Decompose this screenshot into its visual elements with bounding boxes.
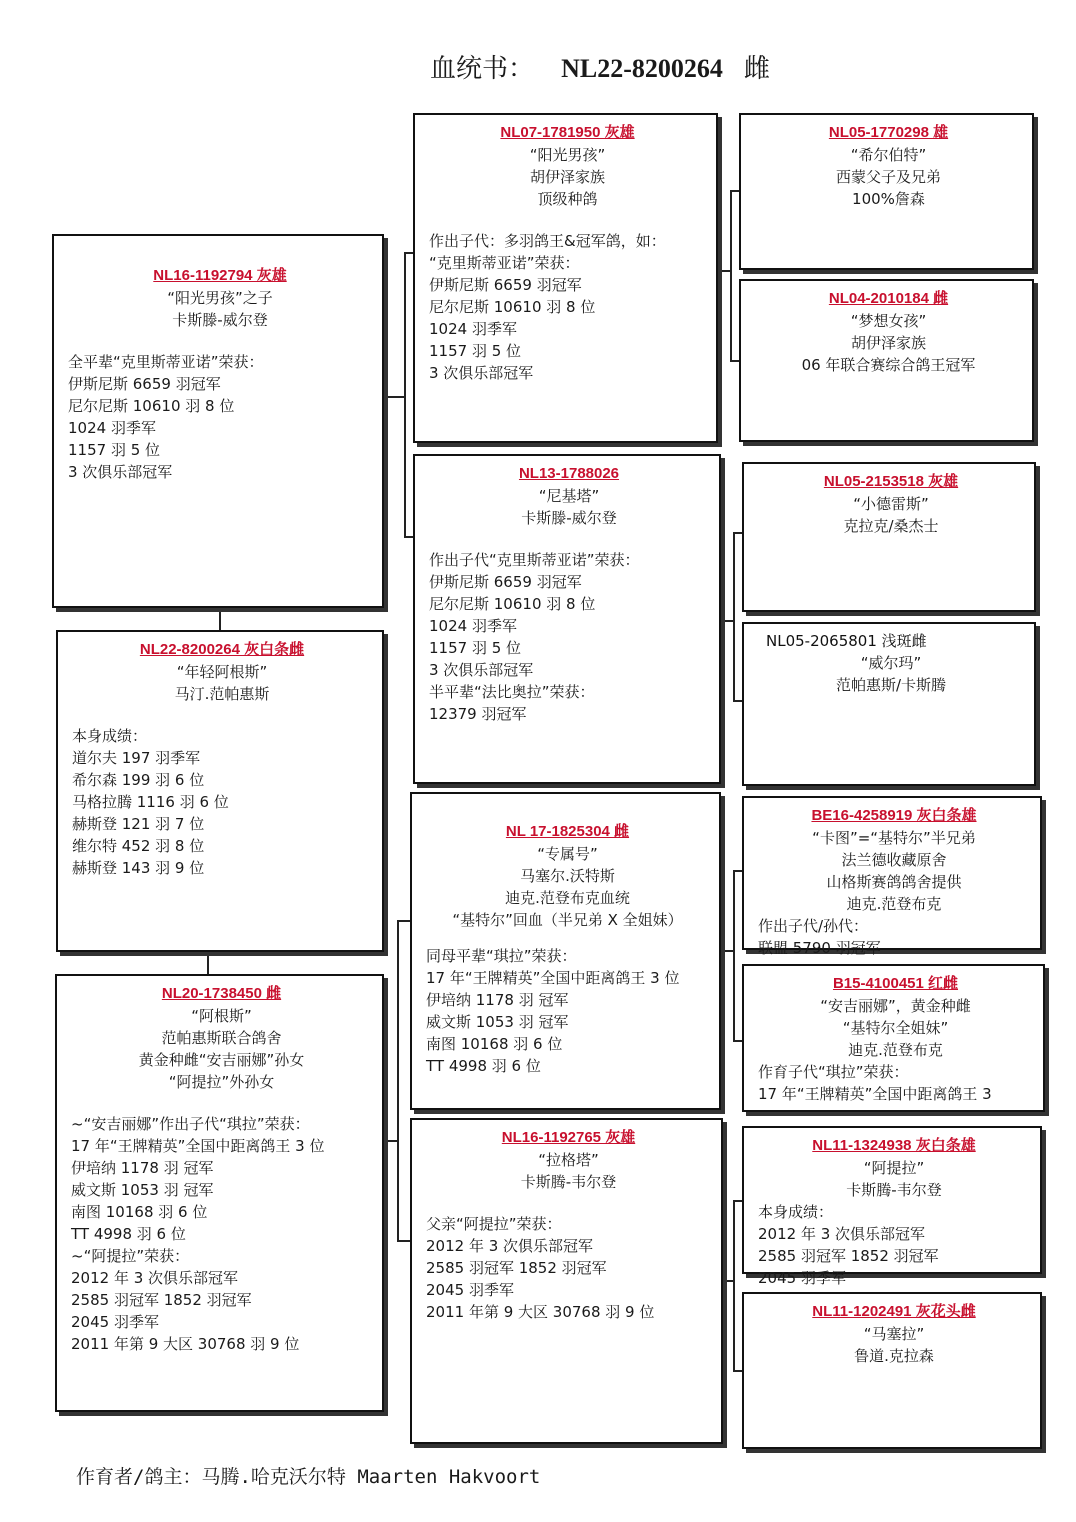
achievement-line: 本身成绩： — [758, 1203, 834, 1221]
connector — [733, 1370, 742, 1372]
pigeon-info-line: “小德雷斯” — [853, 495, 929, 513]
title-ring: NL22-8200264 — [561, 54, 723, 83]
achievement-line: 2011 年第 9 大区 30768 羽 9 位 — [426, 1303, 655, 1321]
achievement-line: 马格拉腾 1116 羽 6 位 — [72, 793, 229, 811]
ring-number — [758, 1300, 1030, 1323]
connector — [730, 190, 739, 192]
connector — [397, 920, 399, 1240]
pedigree-box-sds — [742, 462, 1036, 612]
ring-label: BE16-4258919 灰白条雄 — [811, 807, 977, 824]
achievement-line: 尼尔尼斯 10610 羽 8 位 — [429, 298, 596, 316]
achievement-line: 作出子代“克里斯蒂亚诺”荣获： — [429, 551, 640, 569]
pedigree-box-dds — [742, 1126, 1042, 1287]
title-sex: 雌 — [743, 54, 770, 84]
achievement-line: 2012 年 3 次俱乐部冠军 — [71, 1269, 239, 1287]
ring-number — [71, 982, 372, 1005]
achievement-line: “克里斯蒂亚诺”荣获： — [429, 254, 580, 272]
achievement-line: 1024 羽季军 — [68, 419, 156, 437]
achievement-line: 道尔夫 197 羽季军 — [72, 749, 201, 767]
achievement-line: 维尔特 452 羽 8 位 — [72, 837, 205, 855]
pigeon-info-line: “梦想女孩” — [850, 312, 927, 330]
achievement-line: TT 4998 羽 6 位 — [71, 1225, 186, 1243]
achievement-line: 伊斯尼斯 6659 羽冠军 — [68, 375, 221, 393]
connector — [384, 396, 404, 398]
pedigree-box-sd — [413, 454, 721, 784]
pedigree-box-ds — [410, 792, 721, 1110]
connector — [384, 1140, 397, 1142]
connector — [219, 607, 221, 631]
pigeon-info-line: 范帕惠斯联合鸽舍 — [161, 1029, 282, 1047]
ring-label: NL20-1738450 雌 — [161, 985, 282, 1002]
achievement-line: 2045 羽季军 — [426, 1281, 514, 1299]
pigeon-info-line: “拉格塔” — [538, 1151, 599, 1169]
connector — [397, 1240, 411, 1242]
achievement-line: 1024 羽季军 — [429, 617, 517, 635]
achievement-line: 1157 羽 5 位 — [429, 342, 522, 360]
pigeon-info-line: 马汀.范帕惠斯 — [174, 685, 270, 703]
achievement-line: 2045 羽季军 — [758, 1269, 846, 1287]
connector — [733, 870, 735, 1040]
achievement-line: 作育子代“琪拉”荣获： — [758, 1063, 909, 1081]
achievement-line: 联盟 5790 羽冠军 — [758, 939, 881, 957]
pedigree-box-dam — [55, 974, 384, 1412]
achievement-line: 赫斯登 121 羽 7 位 — [72, 815, 205, 833]
pigeon-info-line: 克拉克/桑杰士 — [843, 517, 939, 535]
ring-label: NL04-2010184 雌 — [828, 290, 949, 307]
pigeon-info-line: 山格斯赛鸽鸽舍提供 — [826, 873, 962, 891]
achievement-line: 半平辈“法比奥拉”荣获： — [429, 683, 595, 701]
achievement-line: 威文斯 1053 羽 冠军 — [426, 1013, 569, 1031]
pigeon-info-line: “阳光男孩”之子 — [167, 289, 273, 307]
pigeon-info-line: 顶级种鸽 — [537, 190, 598, 208]
achievement-line: ~“阿提拉”荣获： — [71, 1247, 190, 1265]
ring-label: NL05-1770298 雄 — [828, 124, 949, 141]
title-label: 血统书： — [430, 54, 535, 84]
pigeon-info-line: 迪克.范登布克血统 — [505, 889, 630, 907]
ring-number — [758, 470, 1024, 493]
achievement-line: 3 次俱乐部冠军 — [429, 661, 534, 679]
ring-number — [429, 462, 709, 485]
pigeon-info-line: 卡斯腾-韦尔登 — [846, 1181, 942, 1199]
pigeon-info-line: 100%詹森 — [852, 190, 925, 208]
page-title — [430, 48, 850, 85]
pedigree-box-sss — [739, 113, 1034, 270]
achievement-line: 2012 年 3 次俱乐部冠军 — [758, 1225, 926, 1243]
pigeon-info-line: 卡斯滕-威尔登 — [521, 509, 617, 527]
connector — [733, 532, 735, 700]
ring-label: NL22-8200264 灰白条雌 — [139, 641, 305, 658]
pigeon-info-line: “阿提拉”外孙女 — [168, 1073, 275, 1091]
achievement-line: 3 次俱乐部冠军 — [429, 364, 534, 382]
pedigree-box-ss — [413, 113, 718, 443]
pigeon-info-line: 卡斯滕-威尔登 — [172, 311, 268, 329]
connector — [733, 1200, 735, 1370]
connector — [733, 870, 742, 872]
achievement-line: 伊培纳 1178 羽 冠军 — [426, 991, 569, 1009]
achievement-line: 赫斯登 143 羽 9 位 — [72, 859, 205, 877]
pigeon-info-line: “安吉丽娜”，黄金种雌 — [820, 997, 971, 1015]
connector — [404, 252, 406, 538]
ring-label: NL13-1788026 — [518, 465, 620, 482]
pigeon-info-line: “阿提拉” — [863, 1159, 925, 1177]
connector — [733, 1200, 742, 1202]
connector — [397, 920, 410, 922]
ring-number — [429, 121, 706, 144]
pedigree-box-dss — [742, 796, 1042, 957]
achievement-line: 2045 羽季军 — [71, 1313, 159, 1331]
pedigree-box-ssd — [739, 279, 1034, 442]
connector — [723, 1280, 733, 1282]
pigeon-info-line: 法兰德收藏原舍 — [841, 851, 947, 869]
pigeon-info-line: 06 年联合赛综合鸽王冠军 — [801, 356, 976, 374]
achievement-line: 伊培纳 1178 羽 冠军 — [71, 1159, 214, 1177]
pigeon-info-line: “威尔玛” — [860, 654, 922, 672]
achievement-line: 作出子代/孙代： — [758, 917, 869, 935]
pigeon-info-line: “年轻阿根斯” — [176, 663, 268, 681]
achievement-line: 尼尔尼斯 10610 羽 8 位 — [68, 397, 235, 415]
achievement-line: 南图 10168 羽 6 位 — [426, 1035, 563, 1053]
achievement-line: 全平辈“克里斯蒂亚诺”荣获： — [68, 353, 264, 371]
achievement-line: 1157 羽 5 位 — [68, 441, 161, 459]
pedigree-box-ddd — [742, 1292, 1042, 1449]
achievement-line: 2585 羽冠军 1852 羽冠军 — [71, 1291, 252, 1309]
connector — [721, 950, 733, 952]
pigeon-info-line: 卡斯腾-韦尔登 — [520, 1173, 617, 1191]
ring-label: NL16-1192765 灰雄 — [501, 1129, 636, 1146]
ring-number — [426, 1126, 711, 1149]
pigeon-info-line: “阿根斯” — [191, 1007, 252, 1025]
pedigree-box-dsd — [742, 964, 1045, 1112]
ring-label: NL16-1192794 灰雄 — [153, 267, 287, 284]
achievement-line: 同母平辈“琪拉”荣获： — [426, 947, 577, 965]
connector — [730, 190, 732, 360]
achievement-line: 南图 10168 羽 6 位 — [71, 1203, 208, 1221]
achievement-line: 2011 年第 9 大区 30768 羽 9 位 — [71, 1335, 300, 1353]
pigeon-info-line: 迪克.范登布克 — [848, 1041, 943, 1059]
pigeon-info-line: “马塞拉” — [863, 1325, 925, 1343]
pedigree-box-sdd — [742, 622, 1036, 786]
achievement-line: 17 年“王牌精英”全国中距离鸽王 3 位 — [426, 969, 680, 987]
achievement-line: 3 次俱乐部冠军 — [68, 463, 173, 481]
ring-number — [72, 638, 372, 661]
achievement-line: 威文斯 1053 羽 冠军 — [71, 1181, 214, 1199]
ring-number — [68, 264, 372, 287]
pedigree-box-subject — [56, 630, 384, 952]
connector — [721, 620, 733, 622]
pigeon-info-line: 西蒙父子及兄弟 — [835, 168, 941, 186]
ring-number — [755, 121, 1022, 144]
achievement-line: 17 年“王牌精英”全国中距离鸽王 3 — [758, 1085, 992, 1103]
achievement-line: 1024 羽季军 — [429, 320, 517, 338]
ring-label: NL07-1781950 灰雄 — [500, 124, 635, 141]
achievement-line: 17 年“王牌精英”全国中距离鸽王 3 位 — [71, 1137, 325, 1155]
ring-number — [758, 1134, 1030, 1157]
achievement-line: 伊斯尼斯 6659 羽冠军 — [429, 276, 582, 294]
achievement-line: 2585 羽冠军 1852 羽冠军 — [758, 1247, 939, 1265]
achievement-line: ~“安吉丽娜”作出子代“琪拉”荣获： — [71, 1115, 310, 1133]
ring-label: B15-4100451 红雌 — [832, 975, 959, 992]
achievement-line: 1157 羽 5 位 — [429, 639, 522, 657]
pigeon-info-line: 黄金种雌“安吉丽娜”孙女 — [138, 1051, 305, 1069]
ring-label: NL11-1324938 灰白条雄 — [812, 1137, 976, 1154]
pigeon-info-line: 胡伊泽家族 — [529, 168, 605, 186]
achievement-line: 作出子代：多羽鸽王&冠军鸽，如： — [429, 232, 666, 250]
breeder-footer: 作育者/鸽主：马腾.哈克沃尔特 Maarten Hakvoort — [76, 1466, 541, 1488]
achievement-line: 2585 羽冠军 1852 羽冠军 — [426, 1259, 607, 1277]
ring-label: NL 17-1825304 雌 — [505, 823, 630, 840]
pigeon-info-line: 鲁道.克拉森 — [854, 1347, 934, 1365]
pigeon-info-line: “尼基塔” — [538, 487, 600, 505]
connector — [207, 952, 209, 974]
connector — [733, 700, 742, 702]
pigeon-info-line: “专属号” — [537, 845, 598, 863]
achievement-line: 2012 年 3 次俱乐部冠军 — [426, 1237, 594, 1255]
achievement-line: 12379 羽冠军 — [429, 705, 527, 723]
pigeon-info-line: “基特尔全姐妹” — [842, 1019, 949, 1037]
ring-label: NL05-2065801 浅斑雌 — [766, 632, 927, 650]
pigeon-info-line: “基特尔”回血（半兄弟 X 全姐妹） — [452, 911, 683, 929]
pedigree-box-sire — [52, 234, 384, 608]
achievement-line: 父亲“阿提拉”荣获： — [426, 1215, 562, 1233]
ring-number — [755, 287, 1022, 310]
pigeon-info-line: “卡图”=“基特尔”半兄弟 — [812, 829, 976, 847]
achievement-line: 希尔森 199 羽 6 位 — [72, 771, 205, 789]
pigeon-info-line: 胡伊泽家族 — [850, 334, 926, 352]
pedigree-box-dd — [410, 1118, 723, 1444]
pigeon-info-line: 迪克.范登布克 — [846, 895, 942, 913]
achievement-line: 伊斯尼斯 6659 羽冠军 — [429, 573, 582, 591]
connector — [733, 1040, 742, 1042]
connector — [733, 532, 742, 534]
ring-label: NL11-1202491 灰花头雌 — [812, 1303, 976, 1320]
connector — [730, 360, 739, 362]
ring-label: NL05-2153518 灰雄 — [823, 473, 959, 490]
connector — [718, 270, 730, 272]
pigeon-info-line: 范帕惠斯/卡斯腾 — [835, 676, 947, 694]
pigeon-info-line: “阳光男孩” — [529, 146, 606, 164]
ring-number — [758, 972, 1033, 995]
pigeon-info-line: 马塞尔.沃特斯 — [520, 867, 615, 885]
ring-number — [426, 820, 709, 843]
ring-number — [758, 630, 1024, 652]
pigeon-info-line: “希尔伯特” — [850, 146, 927, 164]
ring-number — [758, 804, 1030, 827]
achievement-line: 尼尔尼斯 10610 羽 8 位 — [429, 595, 596, 613]
achievement-line: TT 4998 羽 6 位 — [426, 1057, 541, 1075]
achievement-line: 本身成绩： — [72, 727, 148, 745]
